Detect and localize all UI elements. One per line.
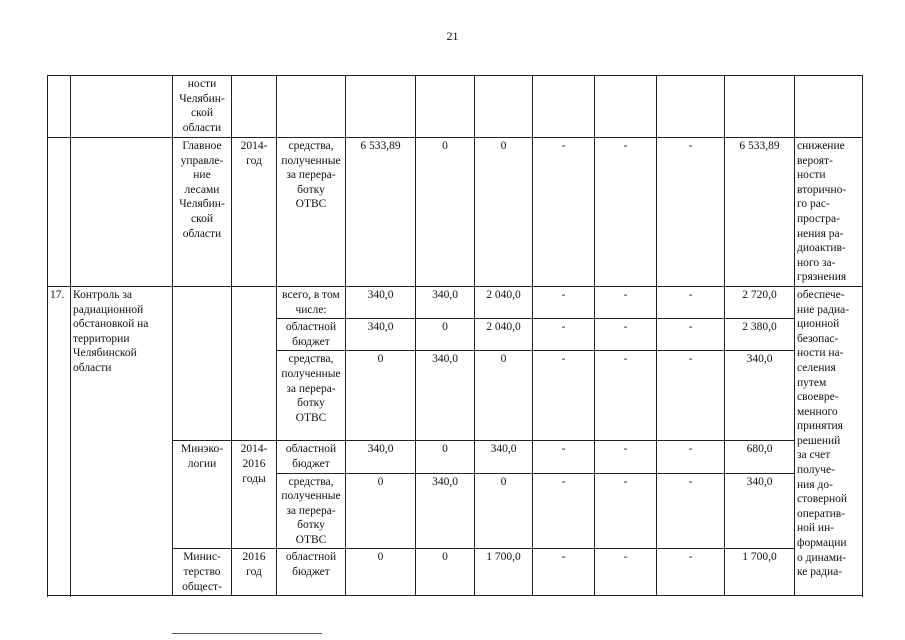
cell-source: областной бюджет [277, 319, 346, 351]
cell-event: Контроль за радиационной обстановкой на территории Челябинской области [71, 286, 173, 596]
cell-year [232, 76, 277, 138]
cell-value: 6 533,89 [346, 138, 416, 287]
cell-value: 340,0 [346, 319, 416, 351]
cell-source: областной бюджет [277, 549, 346, 596]
cell-value: 2 040,0 [475, 286, 533, 318]
cell-value: 340,0 [346, 286, 416, 318]
cell-value: - [533, 286, 595, 318]
cell-value: - [657, 473, 725, 549]
cell-value: - [657, 441, 725, 473]
cell-value [346, 76, 416, 138]
cell-total: 680,0 [725, 441, 795, 473]
cell-value: 340,0 [416, 473, 475, 549]
cell-value [475, 76, 533, 138]
cell-value: - [657, 351, 725, 441]
cell-value [657, 76, 725, 138]
cell-source: всего, в том числе: [277, 286, 346, 318]
program-table [47, 75, 863, 596]
cell-value: 340,0 [475, 441, 533, 473]
cell-total: 340,0 [725, 473, 795, 549]
cell-value [416, 76, 475, 138]
cell-org: Минис- терство общест- [173, 549, 232, 596]
cell-value: 340,0 [346, 441, 416, 473]
cell-value: 0 [416, 138, 475, 287]
cell-total: 2 720,0 [725, 286, 795, 318]
cell-value: 0 [475, 138, 533, 287]
cell-value: - [533, 473, 595, 549]
cell-value: 340,0 [416, 351, 475, 441]
cell-value: 0 [416, 441, 475, 473]
cell-total [725, 76, 795, 138]
cell-value: 0 [346, 473, 416, 549]
cell-value: - [595, 319, 657, 351]
cell-value: - [533, 138, 595, 287]
scan-artifact-line [172, 633, 322, 637]
cell-value: - [657, 319, 725, 351]
cell-value: 0 [346, 549, 416, 596]
table-row-forestry [48, 138, 863, 287]
cell-value: 2 040,0 [475, 319, 533, 351]
page-number: 21 [446, 29, 459, 43]
cell-value: - [595, 473, 657, 549]
cell-year [232, 286, 277, 440]
cell-year: 2014- 2016 годы [232, 441, 277, 549]
cell-total: 6 533,89 [725, 138, 795, 287]
cell-value: 0 [475, 351, 533, 441]
table-row-continuation [48, 76, 863, 138]
cell-value: - [657, 138, 725, 287]
cell-org [173, 286, 232, 440]
cell-value: - [533, 319, 595, 351]
cell-result [795, 76, 863, 138]
cell-value: - [657, 286, 725, 318]
cell-year: 2014- год [232, 138, 277, 287]
cell-source: средства, полученные за перера- ботку ОТВС [277, 351, 346, 441]
cell-value [595, 76, 657, 138]
cell-value: - [657, 549, 725, 596]
cell-result: обеспече- ние радиа- ционной безопас- ности на- селения путем своевре- менного принятия решений за счет получе- ния до- стоверной оператив- ной ин- формации о динами- ке радиа- [795, 286, 863, 596]
cell-source: областной бюджет [277, 441, 346, 473]
cell-value [533, 76, 595, 138]
cell-value: - [595, 138, 657, 287]
cell-org: Минэко- логии [173, 441, 232, 549]
cell-event [71, 138, 173, 287]
cell-total: 340,0 [725, 351, 795, 441]
cell-source: средства, полученные за перера- ботку ОТВС [277, 473, 346, 549]
cell-value: 0 [475, 473, 533, 549]
cell-event [71, 76, 173, 138]
cell-value: - [595, 286, 657, 318]
cell-org: ности Челябин- ской области [173, 76, 232, 138]
cell-value: 0 [416, 549, 475, 596]
cell-org: Главное управле- ние лесами Челябин- ской области [173, 138, 232, 287]
cell-year: 2016 год [232, 549, 277, 596]
cell-num: 17. [48, 286, 71, 596]
cell-num [48, 76, 71, 138]
cell-source: средства, полученные за перера- ботку ОТВС [277, 138, 346, 287]
cell-value: 340,0 [416, 286, 475, 318]
cell-value: - [533, 441, 595, 473]
cell-value: 0 [416, 319, 475, 351]
cell-result: снижение вероят- ности вторично- го рас- простра- нения ра- диоактив- ного за- грязнения [795, 138, 863, 287]
cell-value: - [533, 549, 595, 596]
cell-num [48, 138, 71, 287]
cell-value: 1 700,0 [475, 549, 533, 596]
cell-value: - [533, 351, 595, 441]
cell-value: - [595, 549, 657, 596]
cell-source [277, 76, 346, 138]
cell-value: 0 [346, 351, 416, 441]
table-row-17-total [48, 286, 863, 318]
cell-total: 2 380,0 [725, 319, 795, 351]
cell-value: - [595, 441, 657, 473]
cell-value: - [595, 351, 657, 441]
cell-total: 1 700,0 [725, 549, 795, 596]
